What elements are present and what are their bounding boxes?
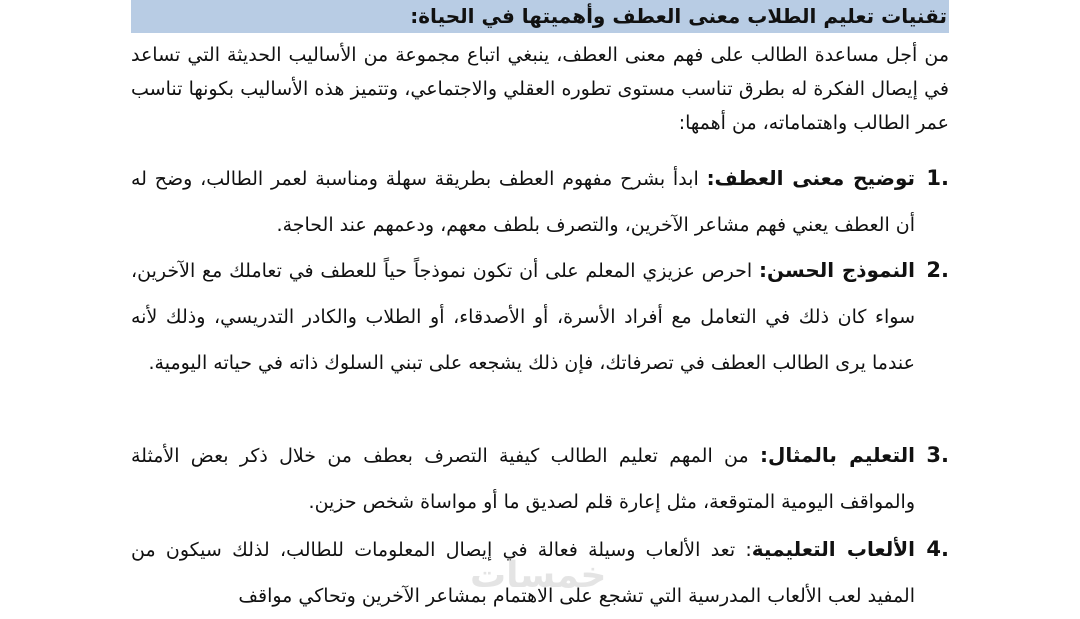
list-item-text: احرص عزيزي المعلم على أن تكون نموذجاً حياً للعطف في تعاملك مع الآخرين، سواء كان ذلك في التعامل مع أفراد الأسرة، أو الأصدقاء، أو الطلاب والكادر التدريسي، وذلك لأنه عندما يرى الطالب العطف في تصرفاتك، فإن ذلك يشجعه على تبني السلوك ذاته في حياته اليومية. [131, 260, 915, 374]
list-item-number: 2. [926, 258, 949, 282]
list-item [131, 155, 949, 248]
intro-paragraph: من أجل مساعدة الطالب على فهم معنى العطف، ينبغي اتباع مجموعة من الأساليب الحديثة التي تساعد في إيصال الفكرة له بطرق تناسب مستوى تطوره العقلي والاجتماعي، وتتميز هذه الأساليب بكونها تناسب عمر الطالب واهتماماته، من أهمها: [131, 44, 949, 134]
section-heading: تقنيات تعليم الطلاب معنى العطف وأهميتها في الحياة: [131, 0, 949, 33]
watermark-logo: خمسات [470, 555, 607, 596]
list-item-text: من المهم تعليم الطالب كيفية التصرف بعطف من خلال ذكر بعض الأمثلة والمواقف اليومية المتوقعة، مثل إعارة قلم لصديق ما أو مواساة شخص حزين. [131, 445, 915, 513]
list-item-term: الألعاب التعليمية [751, 537, 915, 561]
list-item-number: 4. [926, 537, 949, 561]
list-item [131, 432, 949, 525]
list-item-number: 1. [926, 166, 949, 190]
list-item [131, 247, 949, 386]
list-item-term: التعليم بالمثال: [759, 443, 915, 467]
list-item-term: النموذج الحسن: [758, 258, 915, 282]
list-item-text: ابدأ بشرح مفهوم العطف بطريقة سهلة ومناسبة لعمر الطالب، وضح له أن العطف يعني فهم مشاعر الآخرين، والتصرف بلطف معهم، ودعمهم عند الحاجة. [131, 168, 915, 236]
list-item-text: : تعد الألعاب وسيلة فعالة في إيصال المعلومات للطالب، لذلك سيكون من المفيد لعب الألعاب المدرسية التي تشجع على الاهتمام بمشاعر الآخرين وتحاكي مواقف [131, 539, 915, 607]
list-item-number: 3. [926, 443, 949, 467]
list-item-term: توضيح معنى العطف: [706, 166, 915, 190]
